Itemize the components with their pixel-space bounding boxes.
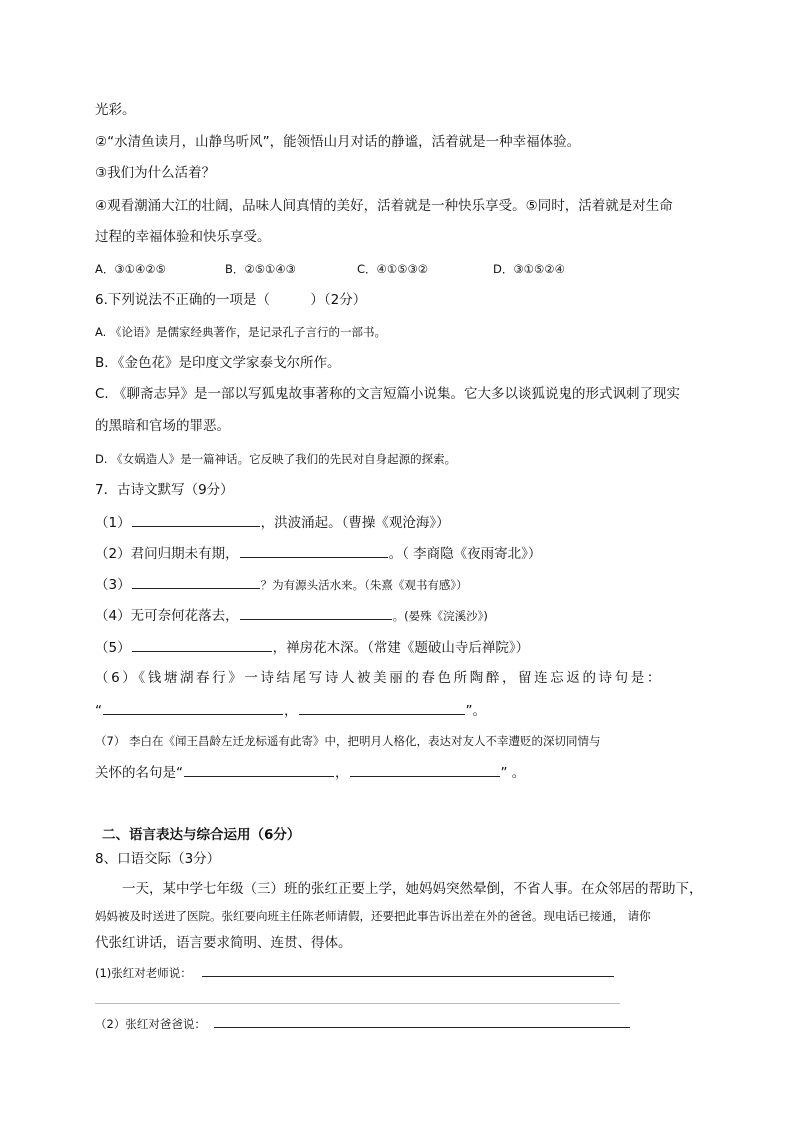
q6-option-a: A. 《论语》是儒家经典著作，是记录孔子言行的一部书。 bbox=[95, 325, 386, 339]
comma: ， bbox=[284, 703, 298, 719]
q7-item-2-tail: 。（ 李商隐《夜雨寄北》） bbox=[388, 546, 542, 562]
answer-blank[interactable] bbox=[132, 574, 260, 589]
q7-item-4-text: （4）无可奈何花落去， bbox=[95, 608, 239, 624]
q7-item-2 bbox=[95, 543, 541, 564]
q7-item-3-text: ？为有源头活水来。（朱熹《观书有感》） bbox=[260, 578, 468, 592]
text-line: 过程的幸福体验和快乐享受。 bbox=[95, 229, 271, 245]
q5-option-d: D．③①⑤②④ bbox=[493, 262, 565, 276]
text-line: ③我们为什么活着？ bbox=[95, 165, 216, 181]
q6-stem: 6.下列说法不正确的一项是（ ）（2分） bbox=[95, 292, 367, 308]
q8-paragraph: 代张红讲话，语言要求简明、连贯、得体。 bbox=[95, 935, 352, 951]
q8-answer-1-label: (1)张红对老师说： bbox=[95, 966, 192, 980]
answer-blank[interactable] bbox=[103, 700, 283, 715]
q7-item-5-text: ，禅房花木深。（常建《题破山寺后禅院》） bbox=[272, 640, 530, 656]
section-heading: 二、语言表达与综合运用（6分） bbox=[102, 827, 301, 843]
answer-blank[interactable] bbox=[132, 512, 260, 527]
q8-answer-2 bbox=[95, 1013, 631, 1034]
answer-blank[interactable] bbox=[214, 1013, 630, 1028]
comma: ， bbox=[335, 765, 349, 781]
q7-item-7-answer bbox=[95, 762, 525, 783]
q7-item-2-text: （2）君问归期未有期， bbox=[95, 546, 239, 562]
q8-stem: 8、口语交际（3分） bbox=[95, 851, 221, 867]
close-quote: ” 。 bbox=[500, 765, 526, 781]
text-line: 光彩。 bbox=[95, 102, 136, 118]
answer-blank[interactable] bbox=[202, 962, 614, 977]
text-line: ④观看潮涌大江的壮阔，品味人间真情的美好，活着就是一种快乐享受。⑤同时，活着就是对生命 bbox=[95, 198, 673, 214]
q7-item-1-num: （1） bbox=[95, 515, 131, 531]
q5-option-a: A．③①④②⑤ bbox=[95, 262, 166, 276]
q8-answer-2-label: （2）张红对爸爸说： bbox=[95, 1017, 206, 1031]
q7-item-3-num: （3） bbox=[95, 577, 131, 593]
q7-item-7: （7） 李白在《闻王昌龄左迁龙标遥有此寄》中，把明月人格化，表达对友人不幸遭贬的深切同情与 bbox=[95, 734, 601, 748]
q6-option-c: C. 《聊斋志异》是一部以写狐鬼故事著称的文言短篇小说集。它大多以谈狐说鬼的形式讽刺了现实 bbox=[95, 386, 681, 402]
q6-option-c-cont: 的黑暗和官场的罪恶。 bbox=[95, 418, 230, 434]
q8-paragraph: 一天，某中学七年级（三）班的张红正要上学，她妈妈突然晕倒，不省人事。在众邻居的帮助下， bbox=[122, 881, 703, 897]
q7-item-6: （6）《钱塘湖春行》一诗结尾写诗人被美丽的春色所陶醉，留连忘返的诗句是： bbox=[95, 670, 663, 686]
q7-stem: 7．古诗文默写（9分） bbox=[95, 482, 234, 498]
answer-blank[interactable] bbox=[132, 637, 272, 652]
q7-item-5 bbox=[95, 637, 529, 658]
q7-item-3 bbox=[95, 574, 468, 595]
answer-blank[interactable] bbox=[240, 605, 392, 620]
answer-blank[interactable] bbox=[299, 700, 465, 715]
q7-item-5-num: （5） bbox=[95, 640, 131, 656]
answer-blank[interactable] bbox=[240, 543, 388, 558]
text-line: ②“水清鱼读月，山静鸟听风”，能领悟山月对话的静谧，活着就是一种幸福体验。 bbox=[95, 134, 581, 150]
q7-item-6-answer bbox=[95, 700, 486, 721]
open-quote: “ bbox=[95, 703, 102, 719]
answer-blank[interactable] bbox=[350, 762, 500, 777]
q7-item-4-tail: 。(晏殊《浣溪沙》) bbox=[392, 609, 488, 623]
q8-answer-1 bbox=[95, 962, 615, 983]
close-quote: ”。 bbox=[465, 703, 486, 719]
q7-item-1-text: ，洪波涌起。（曹操《观沧海》） bbox=[260, 515, 450, 531]
q5-option-c: C．④①⑤③② bbox=[357, 262, 429, 276]
q7-item-4 bbox=[95, 605, 488, 626]
q8-paragraph: 妈妈被及时送进了医院。张红要向班主任陈老师请假，还要把此事告诉出差在外的爸爸。现电话已接通， 请你 bbox=[95, 909, 651, 923]
q5-option-b: B．②⑤①④③ bbox=[225, 262, 296, 276]
q6-option-d: D. 《女娲造人》是一篇神话。它反映了我们的先民对自身起源的探索。 bbox=[95, 452, 457, 466]
answer-line[interactable] bbox=[95, 1003, 620, 1004]
q7-item-7-lead: 关怀的名句是“ bbox=[95, 765, 183, 781]
q5-options bbox=[95, 259, 565, 279]
q7-item-1 bbox=[95, 512, 450, 533]
answer-blank[interactable] bbox=[184, 762, 334, 777]
q6-option-b: B．《金色花》是印度文学家泰戈尔所作。 bbox=[95, 355, 341, 371]
